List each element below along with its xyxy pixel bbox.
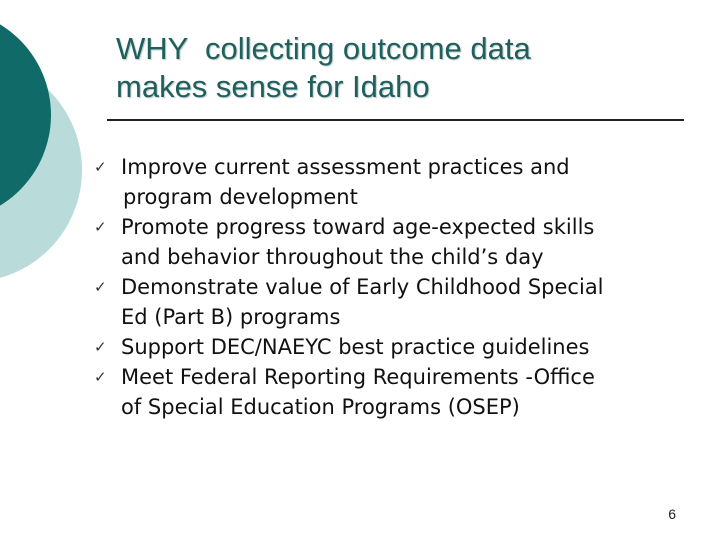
- check-icon: ✓: [94, 368, 107, 386]
- slide-title: [116, 30, 696, 106]
- title-line-1: WHY collecting outcome data: [116, 31, 531, 66]
- bullet-text-line: Promote progress toward age-expected skills: [121, 215, 595, 239]
- title-line-2: makes sense for Idaho: [116, 69, 430, 104]
- bullet-text-line: and behavior throughout the child’s day: [121, 245, 544, 269]
- page-number: 6: [668, 506, 676, 522]
- bullet-list: [94, 152, 604, 422]
- bullet-text-line: program development: [123, 185, 358, 209]
- check-icon: ✓: [94, 158, 107, 176]
- bullet-text-line: Ed (Part B) programs: [121, 305, 341, 329]
- bullet-text-line: of Special Education Programs (OSEP): [121, 395, 520, 419]
- bullet-item-improve-assessment: [94, 152, 604, 212]
- bullet-text-line: Demonstrate value of Early Childhood Special: [121, 275, 604, 299]
- check-icon: ✓: [94, 278, 107, 296]
- check-icon: ✓: [94, 218, 107, 236]
- bullet-item-federal-reporting: [94, 362, 604, 422]
- title-divider: [107, 119, 684, 121]
- bullet-item-demonstrate-value: [94, 272, 604, 332]
- bullet-text-line: Meet Federal Reporting Requirements -Office: [121, 365, 595, 389]
- bullet-text-line: Improve current assessment practices and: [121, 155, 570, 179]
- bullet-item-promote-progress: [94, 212, 604, 272]
- check-icon: ✓: [94, 338, 107, 356]
- bullet-item-support-guidelines: [94, 332, 604, 362]
- bullet-text-line: Support DEC/NAEYC best practice guidelines: [121, 335, 590, 359]
